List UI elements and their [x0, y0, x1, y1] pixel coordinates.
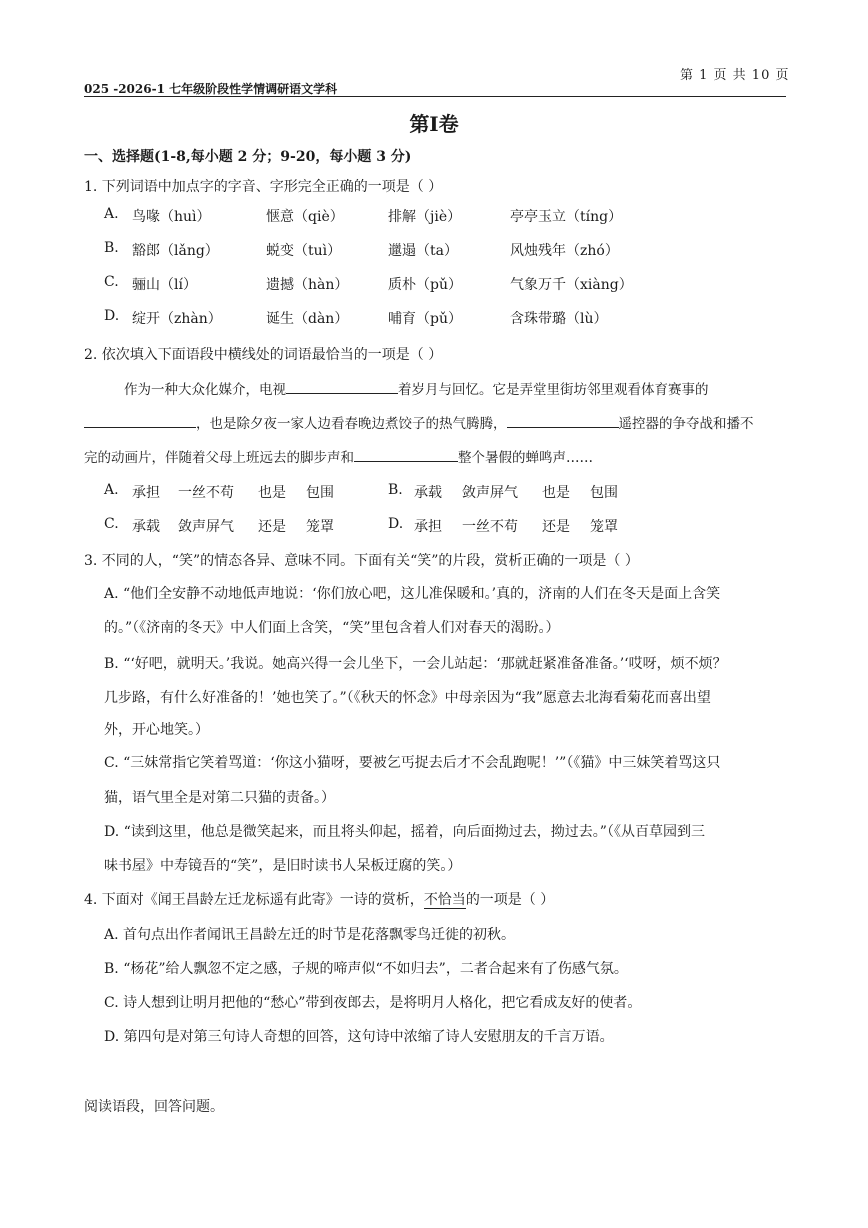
q2-option-word: 笼罩 [306, 519, 334, 535]
q1-option-letter: B. [104, 240, 119, 256]
q1-option-word: 遗撼（hàn） [266, 277, 349, 293]
q3-option-d-line: D. “读到这里，他总是微笑起来，而且将头仰起，摇着，向后面拗过去，拗过去。”（《从百草园到三 [104, 824, 705, 840]
q2-option-word: 包围 [590, 485, 618, 501]
q2-passage-line [84, 412, 754, 432]
q3-option-c-line: 猫，语气里全是对第二只猫的责备。） [104, 790, 335, 806]
passage-text: 整个暑假的蝉鸣声…… [458, 450, 593, 466]
q1-option-word: 绽开（zhàn） [132, 311, 222, 327]
q2-passage-line [124, 378, 709, 398]
q4-stem-text: 4. 下面对《闻王昌龄左迁龙标遥有此寄》一诗的赏析， [84, 892, 424, 908]
q1-option-word: 亭亭玉立（tíng） [510, 209, 623, 225]
passage-text: 着岁月与回忆。它是弄堂里街坊邻里观看体育赛事的 [398, 382, 709, 398]
q1-option-word: 邋遢（ta） [388, 243, 458, 259]
q2-option-letter: D. [388, 516, 404, 532]
q1-option-word: 哺育（pǔ） [388, 311, 462, 327]
q4-option-d: D. 第四句是对第三句诗人奇想的回答，这句诗中浓缩了诗人安慰朋友的千言万语。 [104, 1029, 614, 1045]
fill-blank [84, 415, 196, 428]
exam-code: 025 -2026-1 七年级阶段性学情调研语文学科 [84, 82, 338, 96]
q2-passage-line [84, 446, 593, 466]
q1-option-word: 质朴（pǔ） [388, 277, 462, 293]
q2-option-word: 承载 [414, 485, 442, 501]
fill-blank [286, 381, 398, 394]
q1-option-word: 鸟喙（huì） [132, 209, 211, 225]
q1-option-word: 排解（jiè） [388, 209, 462, 225]
q2-option-word: 还是 [542, 519, 570, 535]
q2-option-word: 还是 [258, 519, 286, 535]
q3-option-b-line: 几步路，有什么好准备的！’她也笑了。”（《秋天的怀念》中母亲因为“我”愿意去北海看菊花而喜出望 [104, 690, 711, 706]
volume-title: 第I卷 [409, 112, 459, 136]
q2-option-word: 也是 [542, 485, 570, 501]
q1-option-letter: C. [104, 274, 119, 290]
fill-blank [354, 449, 458, 462]
q2-option-word: 承担 [414, 519, 442, 535]
q4-option-b: B. “杨花”给人飘忽不定之感，子规的啼声似“不如归去”，二者合起来有了伤感气氛。 [104, 961, 628, 977]
q1-option-word: 蜕变（tuì） [266, 243, 342, 259]
q2-option-word: 敛声屏气 [462, 485, 518, 501]
fill-blank [507, 415, 619, 428]
q2-option-word: 笼罩 [590, 519, 618, 535]
q4-stem-text: 的一项是（ ） [465, 892, 555, 908]
q2-option-word: 一丝不苟 [178, 485, 234, 501]
passage-text: 遥控器的争夺战和播不 [618, 416, 754, 432]
passage-text: ，也是除夕夜一家人边看春晚边煮饺子的热气腾腾， [196, 416, 507, 432]
q2-option-letter: C. [104, 516, 119, 532]
q4-option-c: C. 诗人想到让明月把他的“愁心”带到夜郎去，是将明月人格化，把它看成友好的使者。 [104, 995, 642, 1011]
q2-option-word: 一丝不苟 [462, 519, 518, 535]
question-2-stem: 2. 依次填入下面语段中横线处的词语最恰当的一项是（ ） [84, 347, 443, 363]
q1-option-letter: D. [104, 308, 120, 324]
q3-option-c-line: C. “三妹常指它笑着骂道：‘你这小猫呀，要被乞丐捉去后才不会乱跑呢！’”（《猫》中三妹笑着骂这只 [104, 755, 721, 771]
question-4-stem [84, 889, 554, 909]
q1-option-word: 风烛残年（zhó） [510, 243, 619, 259]
q2-option-word: 包围 [306, 485, 334, 501]
q2-option-letter: B. [388, 482, 403, 498]
q1-option-word: 含珠带璐（lù） [510, 311, 608, 327]
q3-option-d-line: 味书屋》中寿镜吾的“笑”，是旧时读书人呆板迂腐的笑。） [104, 858, 462, 874]
q1-option-word: 诞生（dàn） [266, 311, 349, 327]
passage-text: 作为一种大众化媒介，电视 [124, 382, 286, 398]
q4-option-a: A. 首句点出作者闻讯王昌龄左迁的时节是花落飘零鸟迁徙的初秋。 [104, 927, 516, 943]
q1-option-word: 豁郎（lǎng） [132, 243, 219, 259]
header-divider [84, 96, 786, 97]
section-title: 一、选择题(1-8,每小题 2 分；9-20，每小题 3 分) [84, 149, 412, 165]
q3-option-b-line: 外，开心地笑。） [104, 722, 209, 738]
q4-stem-emphasis: 不恰当 [423, 892, 466, 908]
q1-option-letter: A. [104, 206, 119, 222]
q2-option-word: 敛声屏气 [178, 519, 234, 535]
q3-option-a-line: A. “他们全安静不动地低声地说：‘你们放心吧，这儿准保暖和。’真的，济南的人们在冬天是面上含笑 [104, 586, 721, 602]
q3-option-a-line: 的。”（《济南的冬天》中人们面上含笑，“笑”里包含着人们对春天的渴盼。） [104, 620, 560, 636]
q2-option-word: 也是 [258, 485, 286, 501]
passage-text: 完的动画片，伴随着父母上班远去的脚步声和 [84, 450, 354, 466]
q1-option-word: 惬意（qiè） [266, 209, 344, 225]
page-number: 第 1 页 共 10 页 [680, 68, 790, 83]
question-3-stem: 3. 不同的人，“笑”的情态各异、意味不同。下面有关“笑”的片段，赏析正确的一项是（ ） [84, 553, 639, 569]
q2-option-word: 承担 [132, 485, 160, 501]
reading-prompt: 阅读语段，回答问题。 [84, 1099, 224, 1115]
q2-option-letter: A. [104, 482, 119, 498]
q1-option-word: 气象万千（xiàng） [510, 277, 633, 293]
q1-option-word: 骊山（lí） [132, 277, 197, 293]
q3-option-b-line: B. “‘好吧，就明天。’我说。她高兴得一会儿坐下，一会儿站起：‘那就赶紧准备准备。’‘哎呀，烦不烦？ [104, 656, 727, 672]
question-1-stem: 1. 下列词语中加点字的字音、字形完全正确的一项是（ ） [84, 179, 443, 195]
q2-option-word: 承载 [132, 519, 160, 535]
